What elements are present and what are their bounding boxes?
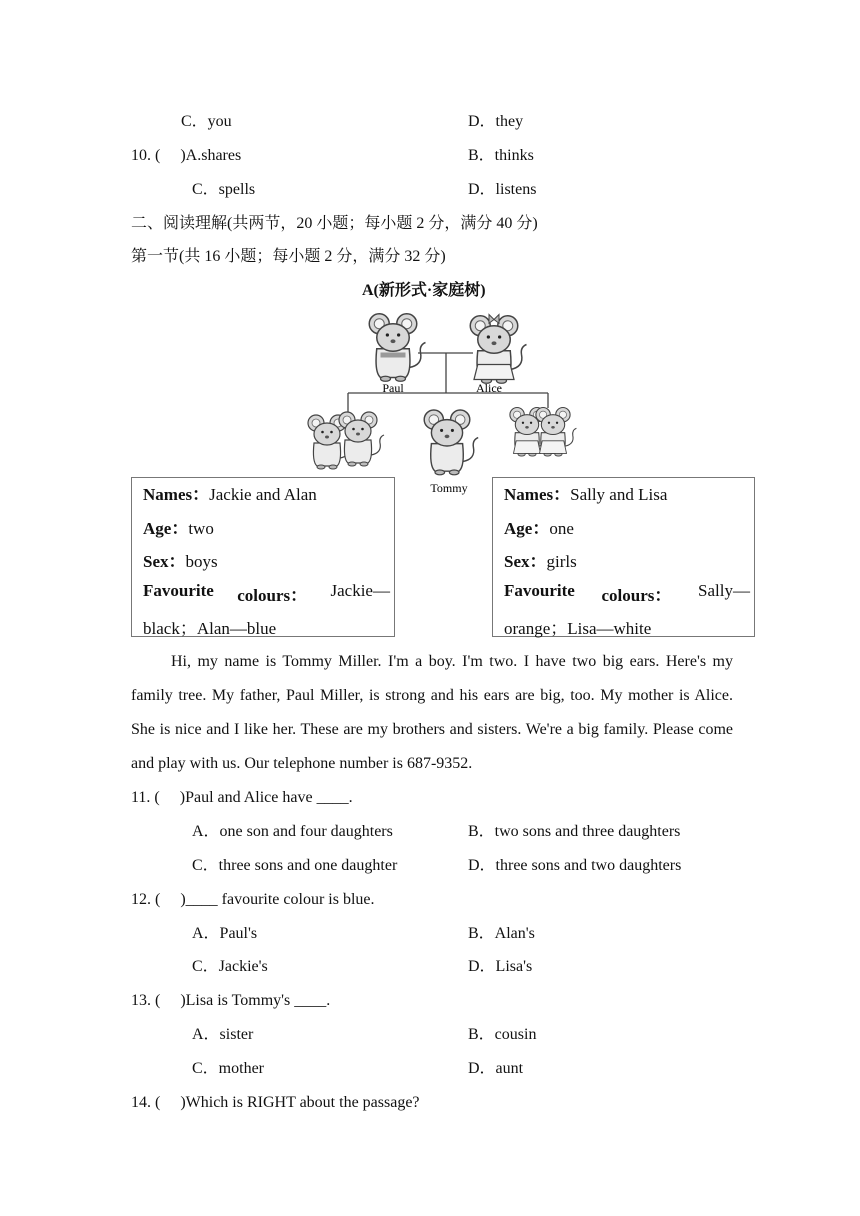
age-key: Age：: [504, 519, 550, 538]
q11-option-a: A．one son and four daughters: [192, 823, 393, 840]
age-key: Age：: [143, 519, 189, 538]
fav-key2: colours：: [237, 586, 308, 605]
q11-option-b: B．two sons and three daughters: [468, 823, 681, 840]
q10-option-b: B．thinks: [468, 147, 534, 164]
tommy-mouse-figure: [424, 410, 478, 475]
q9-option-d: D．they: [468, 113, 524, 130]
fav-key2: colours：: [601, 586, 672, 605]
q10-option-d: D．listens: [468, 181, 537, 198]
info-box-sally-lisa: [492, 477, 755, 637]
q12-option-d: D．Lisa's: [468, 958, 533, 975]
names-value: Sally and Lisa: [570, 485, 668, 504]
section-heading: 二、阅读理解(共两节，20 小题；每小题 2 分，满分 40 分): [131, 215, 538, 232]
alan-mouse-figure: [339, 412, 384, 466]
q13-option-b: B．cousin: [468, 1026, 537, 1043]
lisa-mouse-figure: [536, 408, 577, 457]
q10-option-c: C．spells: [192, 181, 256, 198]
q12-stem: 12. ( )____ favourite colour is blue.: [131, 891, 375, 908]
q11-option-c: C．three sons and one daughter: [192, 857, 398, 874]
label-paul: Paul: [382, 381, 404, 395]
fav-value-2: black；Alan—blue: [143, 619, 277, 638]
alice-mouse-figure: [470, 315, 526, 384]
passage-title: A(新形式·家庭树): [362, 282, 486, 299]
fav-value-1: Jackie—: [330, 581, 390, 600]
info-box-jackie-alan: [131, 477, 395, 637]
fav-key: Favourite: [143, 581, 214, 600]
age-value: two: [188, 519, 214, 538]
sex-value: boys: [185, 552, 218, 571]
label-alice: Alice: [476, 381, 502, 395]
q12-option-b: B．Alan's: [468, 925, 535, 942]
sex-value: girls: [546, 552, 577, 571]
q12-option-c: C．Jackie's: [192, 958, 268, 975]
fav-value-1: Sally—: [698, 581, 750, 600]
fav-key: Favourite: [504, 581, 575, 600]
age-value: one: [549, 519, 574, 538]
paul-mouse-figure: [369, 314, 425, 382]
q12-option-a: A．Paul's: [192, 925, 258, 942]
part-heading: 第一节(共 16 小题；每小题 2 分，满分 32 分): [131, 248, 446, 265]
q10-stem: 10. ( )A.shares: [131, 147, 242, 164]
names-value: Jackie and Alan: [209, 485, 317, 504]
q13-option-d: D．aunt: [468, 1060, 524, 1077]
q9-option-c: C．you: [181, 113, 232, 130]
names-key: Names：: [504, 485, 571, 504]
family-tree-diagram: [0, 0, 860, 500]
q13-option-c: C．mother: [192, 1060, 264, 1077]
passage-text: Hi, my name is Tommy Miller. I'm a boy. I'm two. I have two big ears. Here's my family tree. My father, Paul Miller, is strong and his ears are big, too. My mother is Alice. She is nice and I like her. These are my brothers and sisters. We're a big family. Please come and play with us. Our telephone number is 687-9352.: [131, 653, 733, 772]
sex-key: Sex：: [504, 552, 547, 571]
names-key: Names：: [143, 485, 210, 504]
q13-stem: 13. ( )Lisa is Tommy's ____.: [131, 992, 331, 1009]
q14-stem: 14. ( )Which is RIGHT about the passage?: [131, 1094, 420, 1111]
fav-value-2: orange；Lisa—white: [504, 619, 652, 638]
sex-key: Sex：: [143, 552, 186, 571]
label-tommy: Tommy: [430, 481, 468, 495]
q13-option-a: A．sister: [192, 1026, 254, 1043]
q11-option-d: D．three sons and two daughters: [468, 857, 682, 874]
q11-stem: 11. ( )Paul and Alice have ____.: [131, 789, 353, 806]
